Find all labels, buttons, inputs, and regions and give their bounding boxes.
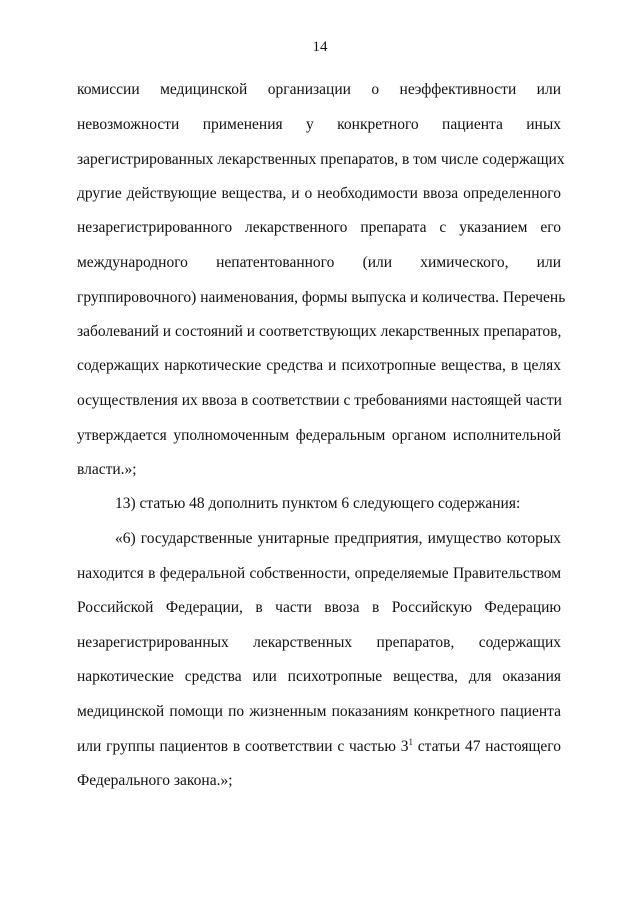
paragraph-1-line-10: осуществления их ввоза в соответствии с требованиями настоящей части [77, 392, 562, 409]
paragraph-3-line-3: Российской Федерации, в части ввоза в Российскую Федерацию [77, 599, 561, 616]
paragraph-2-line-1: 13) статью 48 дополнить пунктом 6 следующего содержания: [115, 495, 521, 512]
paragraph-3-line-7-text-before: или группы пациентов в соответствии с частью 3 [77, 738, 409, 755]
paragraph-1-line-3: зарегистрированных лекарственных препаратов, в том числе содержащих [77, 151, 565, 168]
paragraph-3-line-2: находится в федеральной собственности, определяемые Правительством [77, 565, 561, 582]
paragraph-1-line-5: незарегистрированного лекарственного препарата с указанием его [77, 219, 561, 236]
paragraph-1-line-4: другие действующие вещества, и о необходимости ввоза определенного [77, 185, 561, 202]
paragraph-1-line-6: международного непатентованного (или химического, или [77, 254, 561, 271]
paragraph-3-line-1: «6) государственные унитарные предприятия, имущество которых [115, 530, 561, 547]
paragraph-1-line-2: невозможности применения у конкретного пациента иных [77, 116, 561, 133]
paragraph-1-line-8: заболеваний и состояний и соответствующих лекарственных препаратов, [77, 323, 562, 340]
paragraph-1-line-11: утверждается уполномоченным федеральным органом исполнительной [77, 427, 561, 444]
paragraph-3-line-7 [77, 737, 561, 757]
paragraph-3-line-5: наркотические средства или психотропные вещества, для оказания [77, 668, 561, 685]
paragraph-3-line-7-text-after: статьи 47 настоящего [412, 738, 561, 755]
paragraph-3-line-6: медицинской помощи по жизненным показаниям конкретного пациента [77, 703, 561, 720]
paragraph-1-line-9: содержащих наркотические средства и психотропные вещества, в целях [77, 357, 561, 374]
paragraph-3-line-4: незарегистрированных лекарственных препаратов, содержащих [77, 634, 561, 651]
paragraph-1-line-12: власти.»; [77, 461, 137, 478]
paragraph-1-line-1: комиссии медицинской организации о неэффективности или [77, 81, 561, 98]
paragraph-3-line-8: Федерального закона.»; [77, 772, 233, 789]
superscript-index: 1 [408, 737, 413, 747]
paragraph-1-line-7: группировочного) наименования, формы выпуска и количества. Перечень [77, 289, 566, 306]
page-number: 14 [312, 39, 328, 55]
